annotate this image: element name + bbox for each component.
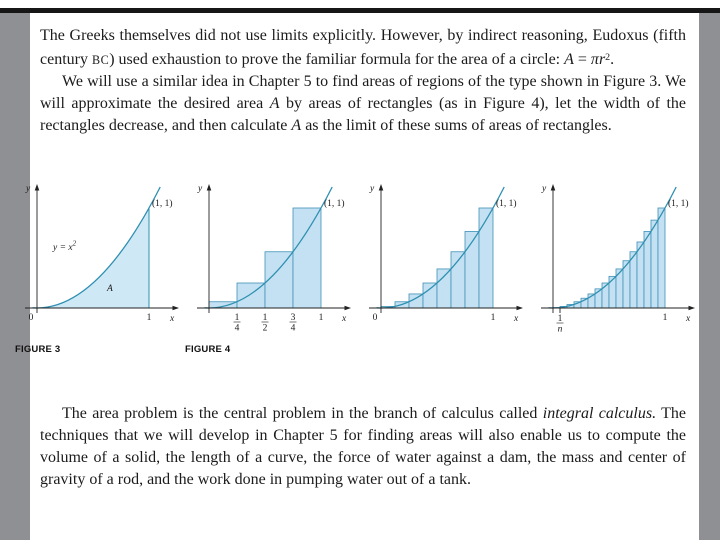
approximating-rectangle (651, 220, 658, 308)
figures-row (13, 181, 699, 346)
math-variable-a: A (291, 117, 302, 135)
fraction-numerator: 1 (557, 314, 563, 324)
x1-tick-label: 1 (490, 313, 496, 323)
fraction-numerator: 1 (234, 313, 240, 323)
origin-tick-label: 0 (372, 313, 378, 323)
term-integral-calculus: integral calculus. (542, 405, 657, 422)
x-axis-arrow (517, 306, 524, 311)
text-run: The Greeks themselves did not use limits explicitly. However, by indirect reasoning, Eudoxus (fifth century (40, 27, 686, 69)
fraction-numerator: 1 (262, 313, 268, 323)
fraction-denominator: 2 (262, 323, 268, 334)
text-run: We will use a similar idea in Chapter 5 to find areas of regions of the type shown in Figure 3. We will approximate the desired area (40, 73, 686, 113)
approximating-rectangle (658, 208, 665, 308)
paragraph-eudoxus (40, 25, 686, 71)
fraction-denominator: n (557, 324, 563, 335)
figure4-graph-n16 (529, 181, 699, 346)
text-run: = (573, 51, 591, 69)
x-axis-label: x (170, 314, 175, 324)
math-variable-a: A (269, 95, 280, 113)
x-axis-label: x (686, 314, 691, 324)
x1-tick-label: 1 (146, 313, 152, 323)
y-axis-arrow (551, 184, 556, 191)
approximating-rectangle (479, 208, 493, 308)
paragraph-area-approximation (40, 71, 686, 137)
closing-text-block (40, 403, 686, 491)
origin-tick-label: 0 (28, 313, 34, 323)
text-run: ) used exhaustion to prove the familiar formula for the area of a circle: (109, 51, 565, 69)
point-label: (1, 1) (324, 199, 345, 209)
curve-equation-label (52, 240, 77, 254)
rectangles-group (209, 208, 321, 308)
area-under-curve (37, 208, 149, 308)
superscript-2: 2 (605, 52, 611, 63)
smallcaps-bc: BC (91, 53, 110, 68)
y-axis-label: y (542, 184, 547, 194)
rectangles-group (553, 208, 665, 308)
fraction-numerator: 3 (290, 313, 296, 323)
y-axis-label: y (198, 184, 203, 194)
text-run: The area problem is the central problem in the branch of calculus called (62, 405, 543, 422)
x-axis-arrow (689, 306, 696, 311)
intro-text-block (40, 25, 686, 137)
y-axis-arrow (379, 184, 384, 191)
x1-tick-label: 1 (318, 313, 324, 323)
paragraph-integral-calculus (40, 403, 686, 491)
x-tick-fraction-quarter (234, 313, 241, 334)
rectangles-group (381, 208, 493, 308)
point-label: (1, 1) (496, 199, 517, 209)
region-label: A (107, 284, 113, 294)
approximating-rectangle (293, 208, 321, 308)
right-margin-strip (699, 13, 720, 540)
approximating-rectangle (609, 276, 616, 308)
approximating-rectangle (644, 231, 651, 308)
x-axis-label: x (514, 314, 519, 324)
figure4-graph-n4 (185, 181, 355, 346)
text-run: The techniques that we will develop in Chapter 5 for finding areas will also enable us to compute the volume of a solid, the length of a curve, the force of water against a dam, the mass and center of gravity of a rod, and the work done in pumping water out of a tank. (40, 405, 687, 488)
figure3-caption: FIGURE 3 (15, 344, 61, 355)
approximating-rectangle (437, 269, 451, 308)
text-run: as the limit of these sums of areas of rectangles. (301, 117, 612, 135)
y-axis-arrow (35, 184, 40, 191)
equation-superscript: 2 (72, 239, 77, 248)
point-label: (1, 1) (152, 199, 173, 209)
math-variable-a: A (564, 51, 574, 69)
approximating-rectangle (423, 283, 437, 308)
figure3-graph (13, 181, 183, 346)
y-axis-label: y (26, 184, 31, 194)
fraction-denominator: 4 (234, 323, 240, 334)
figure4-graph-n8 (357, 181, 527, 346)
x-tick-fraction-one-over-n (557, 314, 564, 335)
x-axis-arrow (173, 306, 180, 311)
math-pi-r: πr (590, 51, 606, 69)
point-label: (1, 1) (668, 199, 689, 209)
x-axis-arrow (345, 306, 352, 311)
text-run: . (610, 51, 615, 69)
x-axis-label: x (342, 314, 347, 324)
y-axis-label: y (370, 184, 375, 194)
approximating-rectangle (637, 242, 644, 308)
x-tick-fraction-three-quarters (290, 313, 297, 334)
fraction-denominator: 4 (290, 323, 296, 334)
x-tick-fraction-half (262, 313, 269, 334)
y-axis-arrow (207, 184, 212, 191)
x1-tick-label: 1 (662, 313, 668, 323)
text-run: by areas of rectangles (as in Figure 4), let the width of the rectangles decrease, and then calculate (40, 95, 686, 135)
top-rule-bar (0, 8, 720, 13)
figure4-caption: FIGURE 4 (185, 344, 231, 355)
equation-base: y = x (53, 243, 73, 253)
